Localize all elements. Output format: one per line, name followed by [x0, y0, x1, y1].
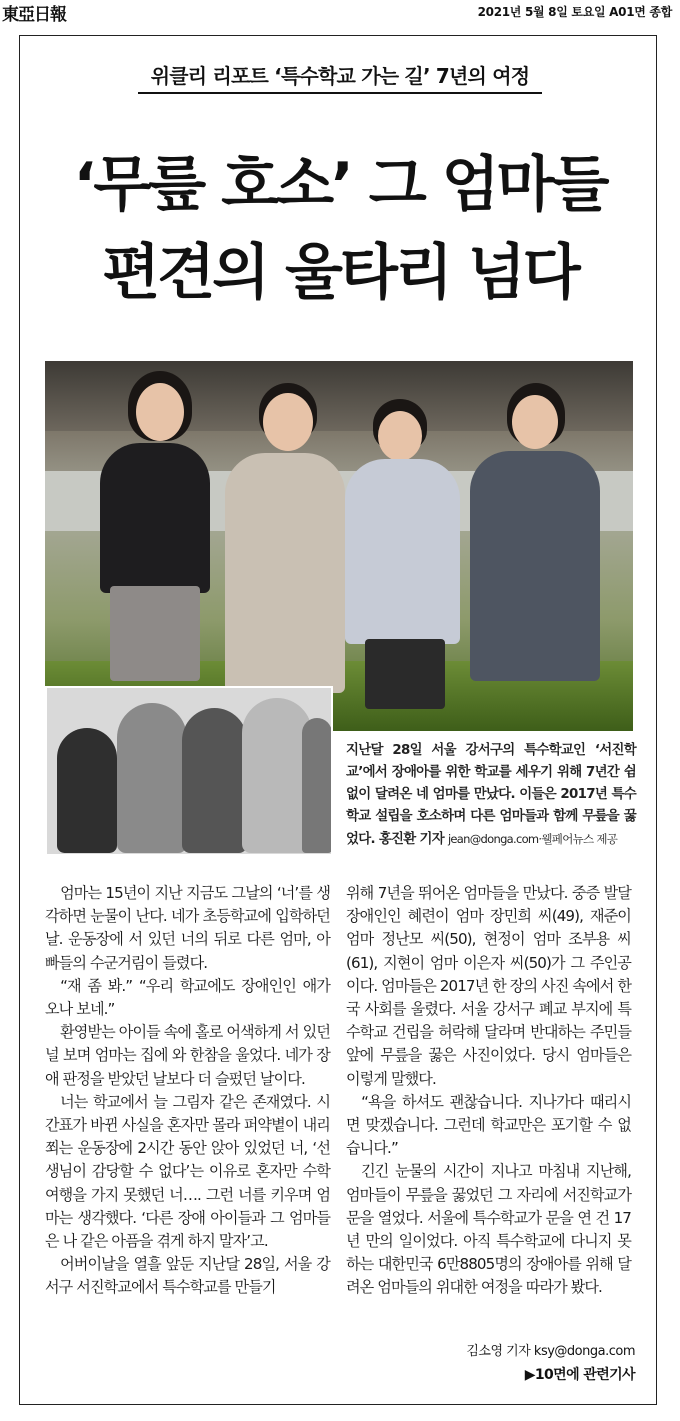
headline-line-1: ‘무릎 호소’ 그 엄마들	[73, 150, 607, 220]
paragraph: 긴긴 눈물의 시간이 지나고 마침내 지난해, 엄마들이 무릎을 꿇었던 그 자리에 서진학교가 문을 열었다. 서울에 특수학교가 문을 연 건 17년 만의 일이었다. 아직 특수학교에 다니지 못하는 대한민국 6만8805명의 장애아를 위해 달려온 엄마들의 위대한 여정을 따라가 봤다.	[346, 1162, 631, 1297]
person-1	[90, 371, 210, 691]
newspaper-logo: 東亞日報	[2, 5, 66, 25]
paragraph: 너는 학교에서 늘 그림자 같은 존재였다. 시간표가 바뀐 사실을 혼자만 몰라 퍼약볕이 내리쬐는 운동장에 2시간 동안 앉아 있었던 너, ‘선생님이 감당할 수 없다’는 이유로 혼자만 수학여행을 가지 못했던 너…. 그런 너를 키우며 엄마는 생각했다. ‘다른 장애 아이들과 그 엄마들은 나 같은 아픔을 겪게 하지 말자’고.	[45, 1092, 330, 1251]
paragraph: “재 좀 봐.” “우리 학교에도 장애인인 애가 오나 보네.”	[45, 976, 330, 1019]
paragraph: 엄마는 15년이 지난 지금도 그날의 ‘너’를 생각하면 눈물이 난다. 네가 초등학교에 입학하던 날. 운동장에 서 있던 너의 뒤로 다른 엄마, 아빠들의 수군거림이 들렸다.	[45, 884, 330, 972]
paragraph: 어버이날을 열흘 앞둔 지난달 28일, 서울 강서구 서진학교에서 특수학교를 만들기	[45, 1255, 330, 1297]
person-3	[345, 399, 465, 699]
person-2	[215, 383, 345, 703]
kicker: 위클리 리포트 ‘특수학교 가는 길’ 7년의 여정	[150, 64, 530, 88]
article-column-left	[45, 882, 330, 1300]
main-photo	[45, 361, 633, 731]
kicker-rule	[138, 92, 542, 94]
byline: 김소영 기자 ksy@donga.com	[466, 1344, 635, 1359]
person-4	[465, 383, 605, 703]
photo-caption	[346, 740, 636, 851]
headline-line-2: 편견의 울타리 넘다	[102, 238, 578, 308]
paragraph: 위해 7년을 뛰어온 엄마들을 만났다. 중증 발달장애인인 혜련이 엄마 장민희 씨(49), 재준이 엄마 정난모 씨(50), 현정이 엄마 조부용 씨(61), 지현이 엄마 이은자 씨(50)가 그 주인공이다. 엄마들은 2017년 한 장의 사진 속에서 한국 사회를 울렸다. 서울 강서구 폐교 부지에 특수학교 건립을 허락해 달라며 반대하는 주민들 앞에 무릎을 꿇은 사진이었다. 당시 엄마들은 이렇게 말했다.	[346, 884, 631, 1088]
caption-text: 지난달 28일 서울 강서구의 특수학교인 ‘서진학교’에서 장애아를 위한 학교를 세우기 위해 7년간 쉼 없이 달려온 네 엄마를 만났다. 이들은 2017년 특수학교 설립을 호소하며 다른 엄마들과 함께 무릎을 꿇었다. 홍진환 기자	[346, 743, 636, 847]
paragraph: “욕을 하셔도 괜찮습니다. 지나가다 때리시면 맞겠습니다. 그런데 학교만은 포기할 수 없습니다.”	[346, 1092, 631, 1158]
article-column-right	[346, 882, 631, 1300]
caption-credit: jean@donga.com·웰페어뉴스 제공	[447, 832, 618, 846]
masthead	[0, 0, 680, 25]
paragraph: 환영받는 아이들 속에 홀로 어색하게 서 있던 널 보며 엄마는 집에 와 한참을 울었다. 네가 장애 판정을 받았던 날보다 더 슬펐던 날이다.	[45, 1023, 330, 1088]
related-article-link[interactable]: ▶10면에 관련기사	[524, 1367, 635, 1383]
dateline: 2021년 5월 8일 토요일 A01면 종합	[477, 5, 672, 19]
inset-photo	[45, 686, 333, 856]
